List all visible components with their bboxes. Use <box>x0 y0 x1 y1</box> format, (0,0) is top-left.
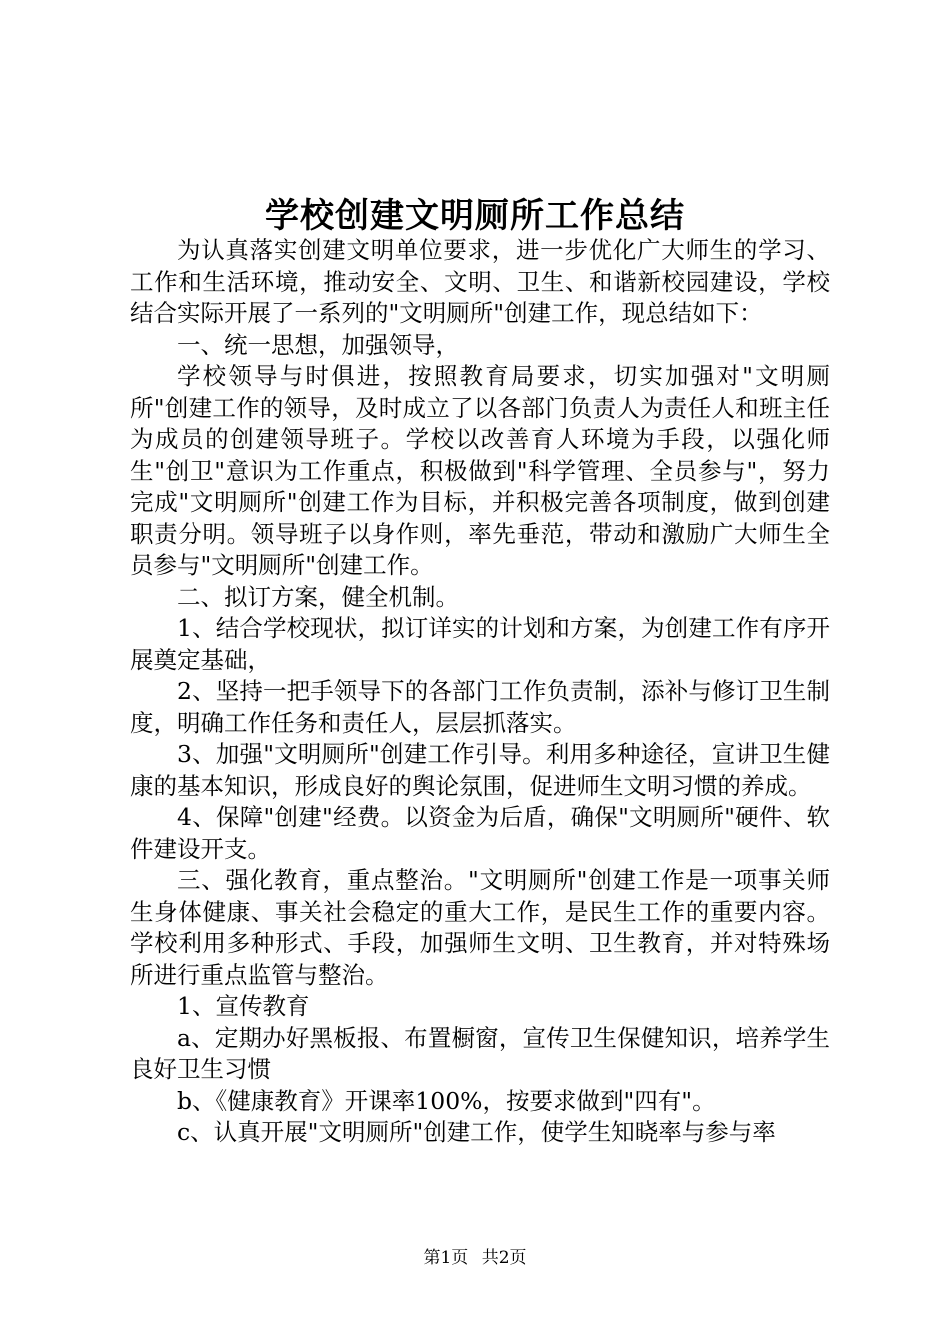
paragraph-intro: 为认真落实创建文明单位要求，进一步优化广大师生的学习、工作和生活环境，推动安全、文明、卫生、和谐新校园建设，学校结合实际开展了一系列的"文明厕所"创建工作，现总结如下： <box>130 236 830 327</box>
list-item-c: c、认真开展"文明厕所"创建工作，使学生知晓率与参与率 <box>177 1118 776 1146</box>
list-item-responsibility: 2、坚持一把手领导下的各部门工作负责制，添补与修订卫生制度，明确工作任务和责任人，层层抓落实。 <box>130 677 830 737</box>
list-item-b: b、《健康教育》开课率100%，按要求做到"四有"。 <box>177 1086 716 1115</box>
document-body <box>130 235 830 1149</box>
page-number: 第1页 <box>423 1248 469 1268</box>
page-total: 共2页 <box>481 1248 527 1268</box>
subsection-heading-education: 1、宣传教育 <box>177 992 310 1020</box>
document-title: 学校创建文明厕所工作总结 <box>265 196 685 236</box>
list-item-a: a、定期办好黑板报、布置橱窗，宣传卫生保健知识，培养学生良好卫生习惯 <box>130 1023 830 1083</box>
list-item-guidance: 3、加强"文明厕所"创建工作引导。利用多种途径，宣讲卫生健康的基本知识，形成良好的舆论氛围，促进师生文明习惯的养成。 <box>130 740 830 800</box>
section-heading-3: 三、强化教育，重点整治。"文明厕所"创建工作是一项事关师生身体健康、事关社会稳定的重大工作，是民生工作的重要内容。学校利用多种形式、手段，加强师生文明、卫生教育，并对特殊场所进行重点监管与整治。 <box>130 866 830 989</box>
page-footer <box>0 1243 950 1268</box>
section-heading-2: 二、拟订方案，健全机制。 <box>177 582 459 611</box>
section-heading-1: 一、统一思想，加强领导， <box>177 330 459 359</box>
paragraph-leadership: 学校领导与时俱进，按照教育局要求，切实加强对"文明厕所"创建工作的领导，及时成立了以各部门负责人为责任人和班主任为成员的创建领导班子。学校以改善育人环境为手段，以强化师生"创卫"意识为工作重点，积极做到"科学管理、全员参与"，努力完成"文明厕所"创建工作为目标，并积极完善各项制度，做到创建职责分明。领导班子以身作则，率先垂范，带动和激励广大师生全员参与"文明厕所"创建工作。 <box>130 362 830 579</box>
list-item-funding: 4、保障"创建"经费。以资金为后盾，确保"文明厕所"硬件、软件建设开支。 <box>130 803 830 863</box>
list-item-plan: 1、结合学校现状，拟订详实的计划和方案，为创建工作有序开展奠定基础， <box>130 614 830 674</box>
